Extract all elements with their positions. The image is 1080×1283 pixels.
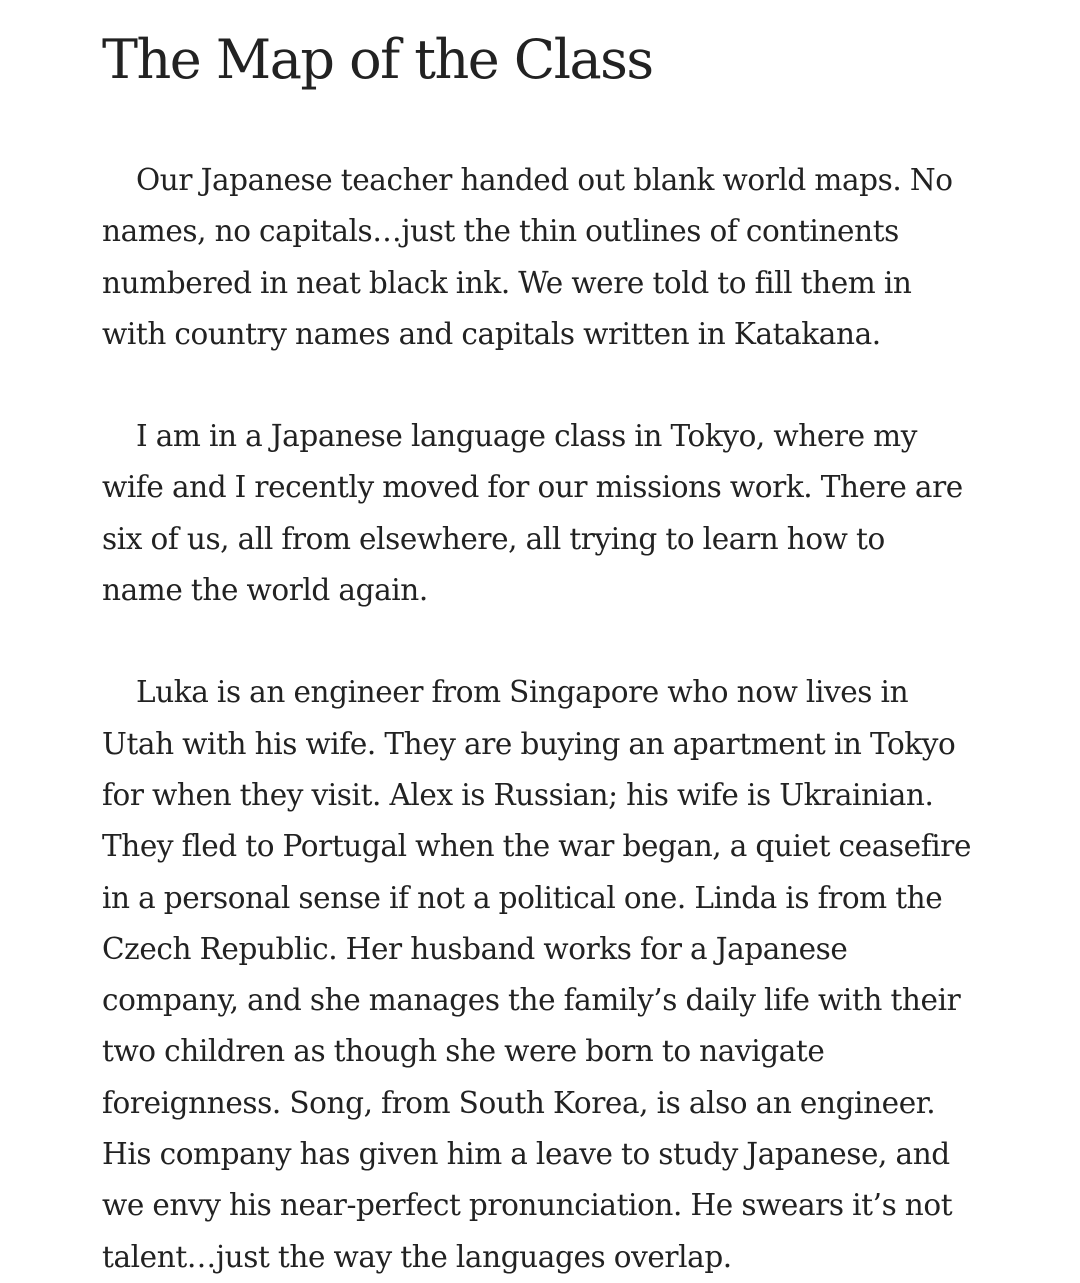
article bbox=[102, 24, 972, 1283]
paragraph-1: Our Japanese teacher handed out blank world maps. No names, no capitals…just the thin outlines of continents numbered in neat black ink. We were told to fill them in with country names and capitals written in Katakana. bbox=[102, 163, 953, 351]
article-title: The Map of the Class bbox=[102, 28, 653, 91]
paragraph-2: I am in a Japanese language class in Tokyo, where my wife and I recently moved for our missions work. There are six of us, all from elsewhere, all trying to learn how to name the world again. bbox=[102, 419, 963, 608]
paragraph-3: Luka is an engineer from Singapore who now lives in Utah with his wife. They are buying an apartment in Tokyo for when they visit. Alex is Russian; his wife is Ukrainian. They fled to Portugal when the war began, a quiet ceasefire in a personal sense if not a political one. Linda is from the Czech Republic. Her husband works for a Japanese company, and she manages the family’s daily life with their two children as though she were born to navigate foreignness. Song, from South Korea, is also an engineer. His company has given him a leave to study Japanese, and we envy his near-perfect pronunciation. He swears it’s not talent…just the way the languages overlap. bbox=[102, 675, 972, 1274]
